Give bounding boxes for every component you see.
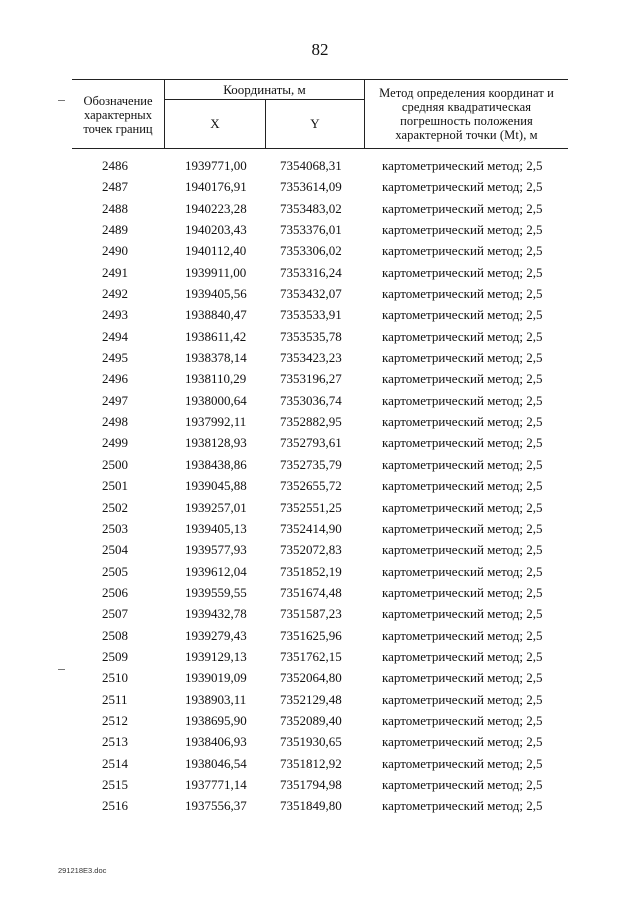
page-number: 82 (311, 40, 329, 59)
coord-x: 1940176,91 (185, 179, 247, 195)
table-row (72, 219, 568, 240)
coord-y: 7353423,23 (280, 350, 342, 366)
coord-y: 7352089,40 (280, 712, 342, 728)
coord-x: 1939405,13 (185, 520, 247, 536)
coord-x: 1939612,04 (185, 563, 247, 579)
table-row (72, 176, 568, 197)
coord-x: 1939045,88 (185, 478, 247, 494)
coord-y: 7351625,96 (280, 627, 342, 643)
table-row (72, 432, 568, 453)
table-row (72, 689, 568, 710)
table-row (72, 347, 568, 368)
method-cell: картометрический метод; 2,5 (382, 691, 543, 707)
coord-y: 7353432,07 (280, 286, 342, 302)
coord-x: 1938000,64 (185, 392, 247, 408)
coord-x: 1939257,01 (185, 499, 247, 515)
table-row (72, 795, 568, 816)
table-row (72, 390, 568, 411)
table-row (72, 497, 568, 518)
method-cell: картометрический метод; 2,5 (382, 542, 543, 558)
coord-x: 1938840,47 (185, 307, 247, 323)
method-cell: картометрический метод; 2,5 (382, 520, 543, 536)
table-row (72, 454, 568, 475)
point-id: 2508 (102, 627, 128, 643)
coord-y: 7351930,65 (280, 734, 342, 750)
coord-y: 7351852,19 (280, 563, 342, 579)
margin-mark-bottom (58, 669, 65, 670)
coord-x: 1939771,00 (185, 158, 247, 173)
method-cell: картометрический метод; 2,5 (382, 392, 543, 408)
table-row (72, 155, 568, 176)
header-y: Y (265, 100, 365, 148)
method-cell: картометрический метод; 2,5 (382, 478, 543, 494)
table-row (72, 667, 568, 688)
point-id: 2514 (102, 755, 128, 771)
coord-x: 1938438,86 (185, 456, 247, 472)
coord-x: 1940203,43 (185, 222, 247, 238)
coord-y: 7353483,02 (280, 200, 342, 216)
coord-x: 1938406,93 (185, 734, 247, 750)
coord-y: 7353306,02 (280, 243, 342, 259)
point-id: 2510 (102, 670, 128, 686)
point-id: 2500 (102, 456, 128, 472)
method-cell: картометрический метод; 2,5 (382, 371, 543, 387)
coord-y: 7352655,72 (280, 478, 342, 494)
coord-y: 7353316,24 (280, 264, 342, 280)
method-cell: картометрический метод; 2,5 (382, 179, 543, 195)
point-id: 2497 (102, 392, 128, 408)
method-cell: картометрический метод; 2,5 (382, 776, 543, 792)
table-header (72, 79, 568, 149)
method-cell: картометрический метод; 2,5 (382, 798, 543, 814)
coord-y: 7354068,31 (280, 158, 342, 173)
point-id: 2488 (102, 200, 128, 216)
coord-x: 1938110,29 (185, 371, 247, 387)
coord-y: 7352064,80 (280, 670, 342, 686)
method-cell: картометрический метод; 2,5 (382, 435, 543, 451)
method-cell: картометрический метод; 2,5 (382, 243, 543, 259)
table-row (72, 774, 568, 795)
coord-x: 1938695,90 (185, 712, 247, 728)
header-method: Метод определения координат и средняя квадратическая погрешность положения характерной точки (Mt), м (379, 86, 554, 142)
method-cell: картометрический метод; 2,5 (382, 712, 543, 728)
table-row (72, 518, 568, 539)
table-row (72, 368, 568, 389)
method-cell: картометрический метод; 2,5 (382, 328, 543, 344)
table-row (72, 262, 568, 283)
coord-y: 7353533,91 (280, 307, 342, 323)
coord-y: 7352793,61 (280, 435, 342, 451)
coord-y: 7353535,78 (280, 328, 342, 344)
coord-y: 7353196,27 (280, 371, 342, 387)
table-row (72, 198, 568, 219)
header-coordinates: Координаты, м (164, 80, 365, 100)
coord-y: 7352072,83 (280, 542, 342, 558)
point-id: 2513 (102, 734, 128, 750)
point-id: 2493 (102, 307, 128, 323)
coord-y: 7353614,09 (280, 179, 342, 195)
point-id: 2512 (102, 712, 128, 728)
table-row (72, 411, 568, 432)
table-row (72, 326, 568, 347)
table-row (72, 561, 568, 582)
point-id: 2515 (102, 776, 128, 792)
point-id: 2516 (102, 798, 128, 814)
coord-x: 1939279,43 (185, 627, 247, 643)
point-id: 2504 (102, 542, 128, 558)
point-id: 2494 (102, 328, 128, 344)
coord-x: 1940223,28 (185, 200, 247, 216)
coord-y: 7351674,48 (280, 584, 342, 600)
method-cell: картометрический метод; 2,5 (382, 734, 543, 750)
coord-y: 7351849,80 (280, 798, 342, 814)
coord-y: 7351762,15 (280, 648, 342, 664)
coord-y: 7352414,90 (280, 520, 342, 536)
coord-x: 1937556,37 (185, 798, 247, 814)
coord-y: 7352735,79 (280, 456, 342, 472)
coord-x: 1939019,09 (185, 670, 247, 686)
method-cell: картометрический метод; 2,5 (382, 563, 543, 579)
coord-x: 1939911,00 (185, 264, 247, 280)
method-cell: картометрический метод; 2,5 (382, 606, 543, 622)
method-cell: картометрический метод; 2,5 (382, 264, 543, 280)
method-cell: картометрический метод; 2,5 (382, 414, 543, 430)
point-id: 2487 (102, 179, 128, 195)
table-row (72, 646, 568, 667)
point-id: 2496 (102, 371, 128, 387)
coord-x: 1938378,14 (185, 350, 247, 366)
point-id: 2498 (102, 414, 128, 430)
table-row (72, 283, 568, 304)
header-x: X (164, 100, 265, 148)
margin-mark-top (58, 100, 65, 101)
table-row (72, 475, 568, 496)
table-row (72, 240, 568, 261)
point-id: 2501 (102, 478, 128, 494)
coord-y: 7353036,74 (280, 392, 342, 408)
point-id: 2491 (102, 264, 128, 280)
method-cell: картометрический метод; 2,5 (382, 670, 543, 686)
method-cell: картометрический метод; 2,5 (382, 456, 543, 472)
point-id: 2492 (102, 286, 128, 302)
table-row (72, 603, 568, 624)
coord-y: 7351812,92 (280, 755, 342, 771)
table-row (72, 582, 568, 603)
footer-filename: 291218E3.doc (58, 866, 107, 875)
coord-x: 1939432,78 (185, 606, 247, 622)
table-body (72, 155, 568, 817)
coord-x: 1938903,11 (185, 691, 247, 707)
coord-y: 7351794,98 (280, 776, 342, 792)
table-row (72, 625, 568, 646)
table-row (72, 539, 568, 560)
method-cell: картометрический метод; 2,5 (382, 350, 543, 366)
coord-x: 1939405,56 (185, 286, 247, 302)
point-id: 2503 (102, 520, 128, 536)
coord-x: 1937992,11 (185, 414, 247, 430)
coord-x: 1939577,93 (185, 542, 247, 558)
coord-x: 1938046,54 (185, 755, 247, 771)
point-id: 2502 (102, 499, 128, 515)
point-id: 2507 (102, 606, 128, 622)
header-designation: Обозначение характерных точек границ (83, 94, 153, 136)
coord-y: 7352129,48 (280, 691, 342, 707)
method-cell: картометрический метод; 2,5 (382, 222, 543, 238)
method-cell: картометрический метод; 2,5 (382, 286, 543, 302)
method-cell: картометрический метод; 2,5 (382, 755, 543, 771)
coord-y: 7353376,01 (280, 222, 342, 238)
coord-x: 1940112,40 (185, 243, 247, 259)
coord-y: 7351587,23 (280, 606, 342, 622)
point-id: 2505 (102, 563, 128, 579)
point-id: 2495 (102, 350, 128, 366)
point-id: 2489 (102, 222, 128, 238)
coord-x: 1939129,13 (185, 648, 247, 664)
method-cell: картометрический метод; 2,5 (382, 648, 543, 664)
point-id: 2490 (102, 243, 128, 259)
table-row (72, 753, 568, 774)
table-row (72, 731, 568, 752)
point-id: 2499 (102, 435, 128, 451)
table-row (72, 304, 568, 325)
coord-x: 1939559,55 (185, 584, 247, 600)
coord-y: 7352551,25 (280, 499, 342, 515)
point-id: 2486 (102, 158, 128, 173)
coord-x: 1937771,14 (185, 776, 247, 792)
point-id: 2509 (102, 648, 128, 664)
point-id: 2506 (102, 584, 128, 600)
method-cell: картометрический метод; 2,5 (382, 499, 543, 515)
method-cell: картометрический метод; 2,5 (382, 584, 543, 600)
method-cell: картометрический метод; 2,5 (382, 307, 543, 323)
coord-x: 1938128,93 (185, 435, 247, 451)
coord-y: 7352882,95 (280, 414, 342, 430)
coord-x: 1938611,42 (185, 328, 247, 344)
table-row (72, 710, 568, 731)
method-cell: картометрический метод; 2,5 (382, 158, 543, 173)
method-cell: картометрический метод; 2,5 (382, 627, 543, 643)
point-id: 2511 (102, 691, 128, 707)
method-cell: картометрический метод; 2,5 (382, 200, 543, 216)
